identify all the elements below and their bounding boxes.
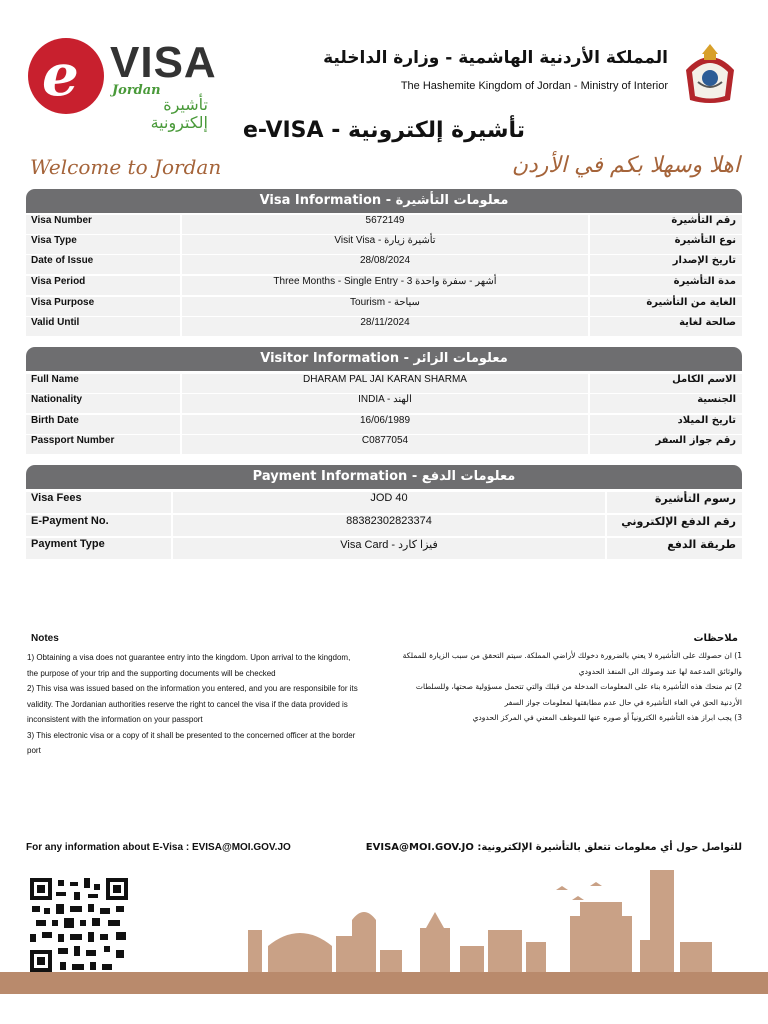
row-label-ar: مدة التأشيرة (673, 276, 736, 287)
row-label-en: E-Payment No. (31, 515, 109, 527)
row-value: INDIA - الهند (180, 394, 590, 413)
ministry-title-ar: المملكة الأردنية الهاشمية - وزارة الداخلية (323, 48, 668, 68)
ministry-title-en: The Hashemite Kingdom of Jordan - Ministry of Interior (400, 80, 668, 92)
note-item: 2) This visa was issued based on the information you entered, and you are responsibile for its validity. The Jordanian authorities reserve the right to cancel the visa if the data provided is inconsistent with the information on your passport (27, 684, 358, 724)
note-item: 3) This electronic visa or a copy of it shall be presented to the concerned officer at the border port (27, 730, 356, 755)
row-label-ar: طريقة الدفع (667, 538, 736, 551)
row-label-ar: رسوم التأشيرة (654, 492, 736, 505)
row-value: Three Months - Single Entry - 3 أشهر - سفرة واحدة (180, 276, 590, 295)
table-row (26, 415, 742, 434)
contact-info-ar: للتواصل حول أي معلومات تتعلق بالتأشيرة الإلكترونية: EVISA@MOI.GOV.JO (365, 842, 742, 853)
row-label-en: Passport Number (31, 435, 115, 446)
row-label-ar: نوع التأشيرة (674, 235, 736, 246)
table-row (26, 215, 742, 234)
row-label-ar: رقم التأشيرة (671, 215, 736, 226)
row-value: 88382302823374 (171, 515, 607, 536)
welcome-text-en: Welcome to Jordan (30, 155, 222, 179)
row-label-en: Payment Type (31, 538, 105, 550)
payment-info-header: Payment Information - معلومات الدفع (26, 465, 742, 489)
evisa-logo (28, 38, 217, 132)
table-row (26, 317, 742, 336)
row-value: Tourism - سياحة (180, 297, 590, 316)
row-label-ar: الجنسية (697, 394, 736, 405)
notes-text-ar (402, 648, 742, 726)
notes-title-ar: ملاحظات (693, 633, 738, 644)
row-label-en: Visa Type (31, 235, 77, 246)
row-label-en: Valid Until (31, 317, 80, 328)
note-item: 3) يجب ابراز هذه التأشيرة الكترونياً أو صوره عنها للموظف المعني في المركز الحدودي (472, 713, 742, 723)
row-value: Visit Visa - تأشيرة زيارة (180, 235, 590, 254)
row-label-en: Date of Issue (31, 255, 94, 266)
row-value: 28/11/2024 (180, 317, 590, 336)
table-row (26, 276, 742, 295)
row-label-en: Full Name (31, 374, 79, 385)
row-value: 5672149 (180, 215, 590, 234)
row-label-ar: صالحة لغاية (679, 317, 736, 328)
row-label-ar: رقم الدفع الإلكتروني (621, 515, 736, 528)
row-label-en: Visa Number (31, 215, 92, 226)
row-value: C0877054 (180, 435, 590, 454)
row-value: 28/08/2024 (180, 255, 590, 274)
table-row (26, 492, 742, 513)
note-item: 1) ان حصولك على التأشيرة لا يعني بالضرورة دخولك لأراضي المملكة. سيتم التحقق من سبب الزيارة للمملكة والوثائق المدعمة لها عند وصولك الى المنفذ الحدودي (402, 651, 742, 676)
row-value: Visa Card - فيزا كارد (171, 538, 607, 559)
table-row (26, 394, 742, 413)
row-label-ar: تاريخ الإصدار (672, 255, 736, 266)
welcome-text-ar: اهلا وسهلا بكم في الأردن (511, 153, 740, 178)
row-value: 16/06/1989 (180, 415, 590, 434)
row-label-ar: رقم جواز السفر (655, 435, 736, 446)
table-row (26, 297, 742, 316)
visitor-info-header: Visitor Information - معلومات الزائر (26, 347, 742, 371)
logo-visa: VISA (110, 38, 217, 87)
page-title: e-VISA - تأشيرة إلكترونية (243, 118, 525, 143)
row-label-en: Visa Fees (31, 492, 82, 504)
row-value: JOD 40 (171, 492, 607, 513)
table-row (26, 515, 742, 536)
qr-code-icon (30, 878, 128, 972)
contact-info-en: For any information about E-Visa : EVISA@MOI.GOV.JO (26, 842, 291, 853)
logo-jordan: Jordan (112, 83, 161, 98)
note-item: 1) Obtaining a visa does not guarantee entry into the kingdom. Upon arrival to the kingdom, the purpose of your trip and the supporting documents will be checked (27, 653, 351, 678)
logo-arabic: تأشيرة إلكترونية (150, 95, 208, 132)
row-label-ar: تاريخ الميلاد (677, 415, 736, 426)
visa-info-header: Visa Information - معلومات التأشيرة (26, 189, 742, 213)
row-value: DHARAM PAL JAI KARAN SHARMA (180, 374, 590, 393)
row-label-en: Visa Purpose (31, 297, 95, 308)
table-row (26, 374, 742, 393)
row-label-en: Birth Date (31, 415, 79, 426)
row-label-ar: الغاية من التأشيرة (646, 297, 736, 308)
table-row (26, 235, 742, 254)
notes-title-en: Notes (31, 633, 59, 644)
notes-text-en (27, 650, 363, 759)
table-row (26, 435, 742, 454)
row-label-en: Visa Period (31, 276, 86, 287)
note-item: 2) تم منحك هذه التأشيرة بناء على المعلومات المدخلة من قبلك والتي تتحمل مسؤولية صحتها، وللسلطات الأردنية الحق في الغاء التأشيرة في حال عدم مطابقتها لمعلومات جواز السفر (415, 682, 742, 707)
table-row (26, 255, 742, 274)
jordan-coat-of-arms-icon (680, 40, 740, 106)
logo-e: e (42, 41, 79, 109)
row-label-en: Nationality (31, 394, 83, 405)
table-row (26, 538, 742, 559)
row-label-ar: الاسم الكامل (672, 374, 736, 385)
